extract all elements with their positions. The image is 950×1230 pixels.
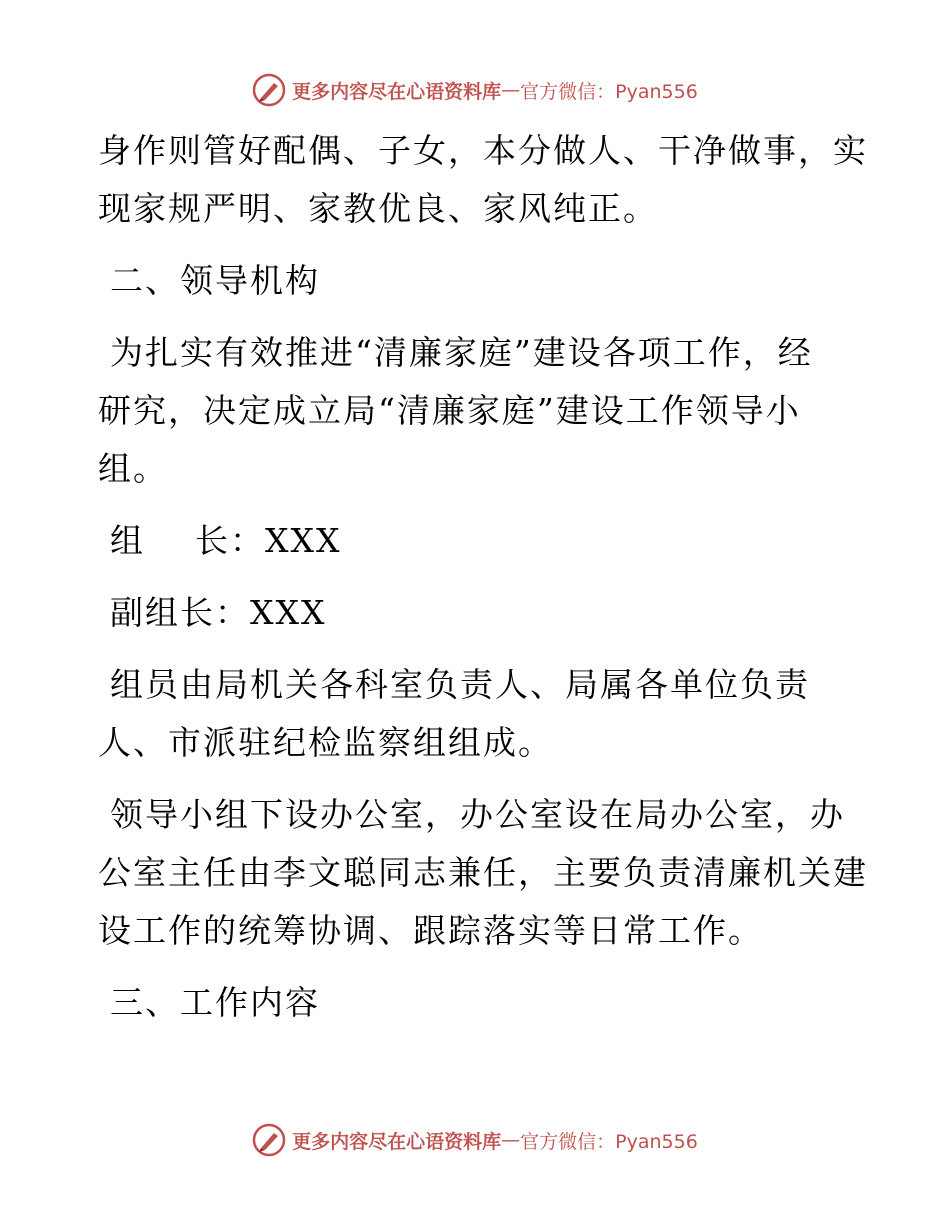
- section-heading: [98, 252, 858, 310]
- text-line: 公室主任由李文聪同志兼任，主要负责清廉机关建: [98, 853, 868, 892]
- header-separator: —: [501, 79, 521, 101]
- paragraph: [98, 584, 858, 642]
- footer-separator: —: [501, 1129, 521, 1151]
- paragraph: [98, 656, 858, 772]
- text-line: 副组长：XXX: [110, 593, 327, 632]
- text-line: 身作则管好配偶、子女，本分做人、干净做事，实: [98, 131, 868, 170]
- header-wechat-text: 官方微信：Pyan556: [520, 80, 698, 103]
- paragraph: [98, 786, 868, 960]
- pen-logo-icon: [252, 1123, 286, 1157]
- paragraph: [98, 324, 858, 498]
- text-line: 设工作的统筹协调、跟踪落实等日常工作。: [98, 911, 763, 950]
- text-line: 组员由局机关各科室负责人、局属各单位负责: [110, 665, 810, 704]
- text-line: 现家规严明、家教优良、家风纯正。: [98, 189, 658, 228]
- header-banner: [0, 70, 950, 110]
- paragraph: [98, 122, 868, 238]
- text-line: 人、市派驻纪检监察组组成。: [98, 723, 553, 762]
- section-heading: [98, 974, 858, 1032]
- text-line: 组 长：XXX: [110, 521, 342, 560]
- text-line: 组。: [98, 449, 168, 488]
- text-line: 研究，决定成立局“清廉家庭”建设工作领导小: [98, 391, 801, 430]
- paragraph: [98, 512, 858, 570]
- text-line: 领导小组下设办公室，办公室设在局办公室，办: [110, 795, 845, 834]
- footer-wechat-text: 官方微信：Pyan556: [520, 1130, 698, 1153]
- text-line: 二、领导机构: [110, 261, 320, 300]
- document-body: [98, 122, 868, 1032]
- footer-brand-text: 更多内容尽在心语资料库: [292, 1130, 502, 1153]
- header-brand-text: 更多内容尽在心语资料库: [292, 80, 502, 103]
- text-line: 三、工作内容: [110, 983, 320, 1022]
- pen-logo-icon: [252, 73, 286, 107]
- text-line: 为扎实有效推进“清廉家庭”建设各项工作，经: [110, 333, 813, 372]
- footer-banner: [0, 1120, 950, 1160]
